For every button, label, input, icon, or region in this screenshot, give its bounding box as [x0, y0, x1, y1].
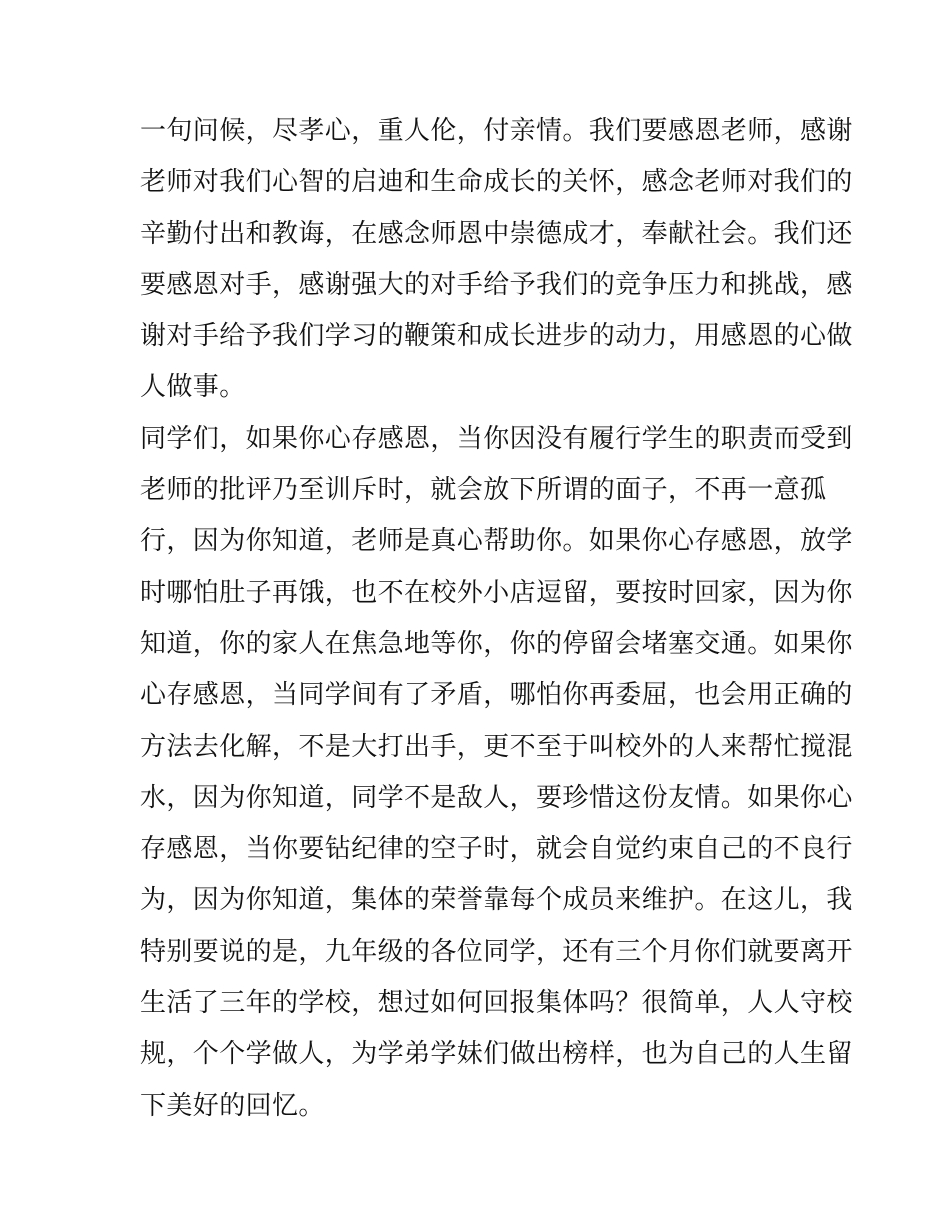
text-line: 一句问候，尽孝心，重人伦，付亲情。我们要感恩老师，感谢 — [140, 116, 853, 146]
text-line: 下美好的回忆。 — [140, 1090, 325, 1121]
text-line: 方法去化解，不是大打出手，更不至于叫校外的人来帮忙搅混 — [140, 731, 853, 762]
text-line: 老师的批评乃至训斥时，就会放下所谓的面子，不再一意孤 — [140, 475, 827, 506]
text-line: 为，因为你知道，集体的荣誉靠每个成员来维护。在这儿，我 — [140, 885, 853, 916]
text-line: 辛勤付出和教诲，在感念师恩中崇德成才，奉献社会。我们还 — [140, 218, 853, 249]
text-line: 同学们，如果你心存感恩，当你因没有履行学生的职责而受到 — [140, 423, 853, 454]
text-line: 特别要说的是，九年级的各位同学，还有三个月你们就要离开 — [140, 936, 853, 967]
text-line: 行，因为你知道，老师是真心帮助你。如果你心存感恩，放学 — [140, 526, 853, 557]
text-line: 生活了三年的学校，想过如何回报集体吗？很简单，人人守校 — [140, 988, 853, 1019]
text-line: 老师对我们心智的启迪和生命成长的关怀，感念老师对我们的 — [140, 167, 853, 198]
text-line: 要感恩对手，感谢强大的对手给予我们的竞争压力和挑战，感 — [140, 269, 853, 300]
document-body — [140, 106, 853, 1132]
text-line: 规，个个学做人，为学弟学妹们做出榜样，也为自己的人生留 — [140, 1039, 853, 1070]
text-line: 时哪怕肚子再饿，也不在校外小店逗留，要按时回家，因为你 — [140, 577, 853, 608]
text-line: 人做事。 — [140, 372, 246, 403]
text-line: 谢对手给予我们学习的鞭策和成长进步的动力，用感恩的心做 — [140, 321, 853, 352]
text-line: 水，因为你知道，同学不是敌人，要珍惜这份友情。如果你心 — [140, 782, 853, 813]
text-line: 存感恩，当你要钻纪律的空子时，就会自觉约束自己的不良行 — [140, 834, 853, 865]
text-line: 知道，你的家人在焦急地等你，你的停留会堵塞交通。如果你 — [140, 628, 853, 659]
text-line: 心存感恩，当同学间有了矛盾，哪怕你再委屈，也会用正确的 — [140, 680, 853, 711]
